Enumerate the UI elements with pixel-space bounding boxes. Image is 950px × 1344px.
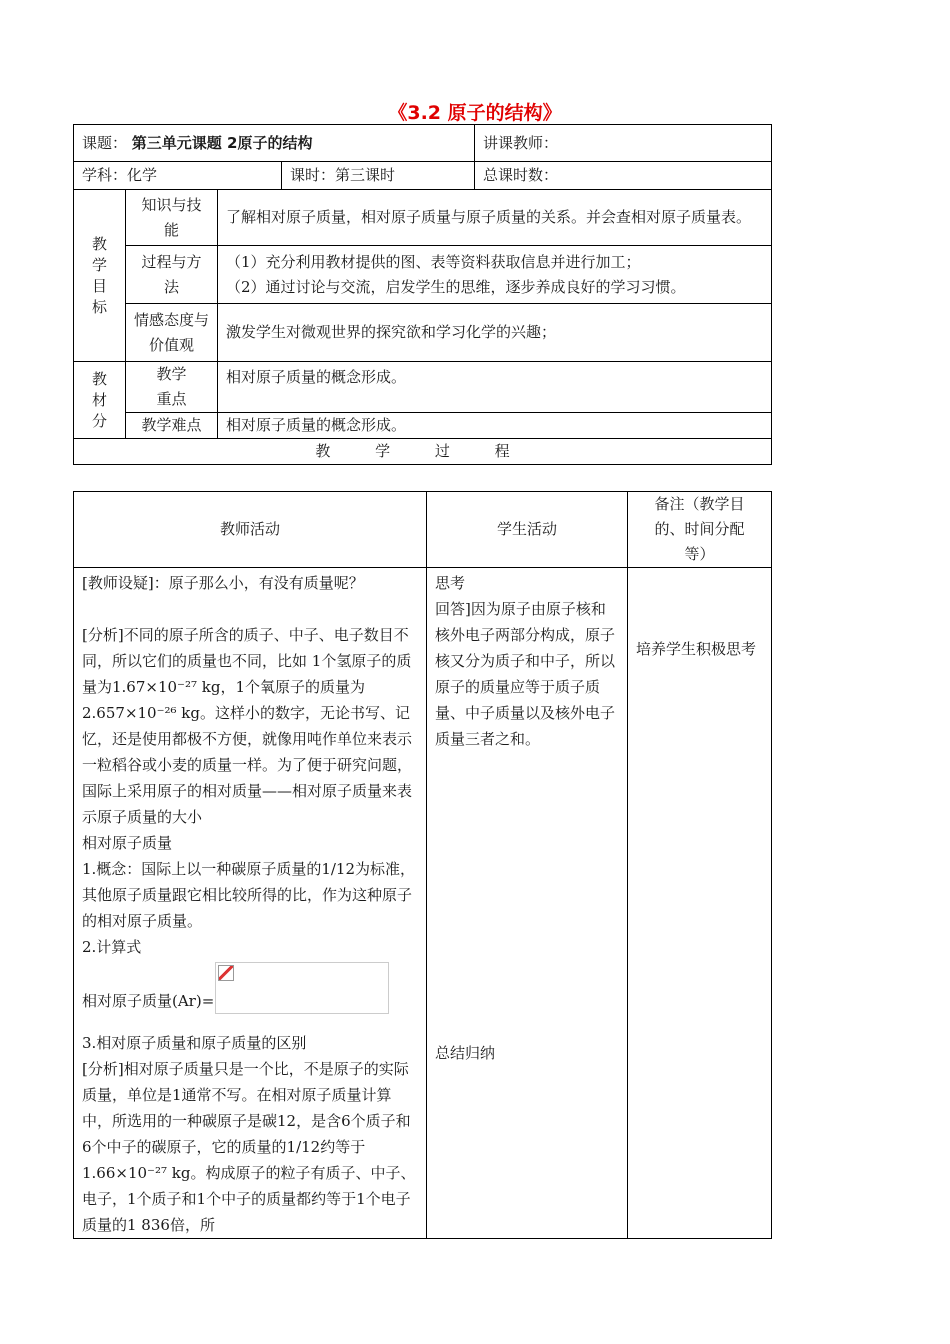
goal-name-knowledge	[126, 190, 218, 246]
formula-row	[82, 962, 420, 1018]
formula-label: 相对原子质量(Ar)=	[82, 992, 215, 1010]
spacer	[636, 570, 763, 636]
goal-content-process	[218, 246, 772, 304]
subject-value: 化学	[127, 166, 158, 184]
student-think: 思考	[435, 574, 466, 592]
lesson-info-table	[73, 124, 772, 465]
goal-name-attitude	[126, 304, 218, 362]
key-point-label	[126, 362, 218, 413]
topic-label: 课题：	[82, 133, 128, 152]
note-text: 培养学生积极思考	[636, 640, 757, 658]
difference-heading: 3.相对原子质量和原子质量的区别	[82, 1034, 307, 1052]
goal-name-process	[126, 246, 218, 304]
note-cell	[628, 568, 772, 1239]
goal-content-attitude: 激发学生对微观世界的探究欲和学习化学的兴趣；	[218, 304, 772, 362]
key-point-value: 相对原子质量的概念形成。	[218, 362, 772, 413]
period-cell	[282, 162, 475, 190]
teacher-cell	[475, 125, 772, 162]
student-activity-header: 学生活动	[427, 492, 628, 568]
analysis-group-text: 教材分	[91, 369, 107, 430]
teacher-activity-cell	[74, 568, 427, 1239]
formula-image	[215, 962, 389, 1014]
broken-image-icon	[218, 965, 234, 981]
period-label: 课时：	[290, 166, 336, 184]
teacher-analysis-2: [分析]相对原子质量只是一个比，不是原子的实际质量，单位是1通常不写。在相对原子质量计算中，所选用的一种碳原子是碳12，是含6个质子和6个中子的碳原子，它的质量的1/12约等于1.66×10⁻²⁷ kg。构成原子的粒子有质子、中子、电子，1个质子和1个中子的质量都约等于1个电子质量的1 836倍，所	[82, 1060, 416, 1234]
period-value: 第三课时	[335, 166, 396, 184]
teacher-analysis-1: [分析]不同的原子所含的质子、中子、电子数目不同，所以它们的质量也不同，比如 1个氢原子的质量为1.67×10⁻²⁷ kg，1个氧原子的质量为2.657×10⁻²⁶ kg。这样小的数字，无论书写、记忆，还是使用都极不方便，就像用吨作单位来表示一粒稻谷或小麦的质量一样。为了便于研究问题，国际上采用原子的相对质量——相对原子质量来表示原子质量的大小	[82, 626, 413, 826]
student-summary: 总结归纳	[435, 1044, 496, 1062]
difficulty-value: 相对原子质量的概念形成。	[218, 413, 772, 439]
topic-value: 第三单元课题 2原子的结构	[131, 133, 313, 152]
note-header-text: 备注（教学目的、时间分配等）	[654, 495, 745, 563]
topic-cell	[74, 125, 475, 162]
spacer	[82, 1018, 420, 1030]
goal-content-knowledge: 了解相对原子质量，相对原子质量与原子质量的关系。并会查相对原子质量表。	[218, 190, 772, 246]
student-answer: 回答]因为原子由原子核和核外电子两部分构成，原子核又分为质子和中子，所以原子的质量应等于质子质量、中子质量以及核外电子质量三者之和。	[435, 600, 616, 748]
goal-name-process-text: 过程与方法	[141, 252, 202, 296]
goal-name-knowledge-text: 知识与技能	[141, 195, 202, 239]
student-activity-cell	[427, 568, 628, 1239]
teacher-activity-header: 教师活动	[74, 492, 427, 568]
subject-cell	[74, 162, 282, 190]
teacher-label: 讲课教师：	[483, 133, 559, 152]
note-header	[628, 492, 772, 568]
goals-group-label	[74, 190, 126, 362]
concept-definition: 1.概念：国际上以一种碳原子质量的1/12为标准，其他原子质量跟它相比较所得的比，作为这种原子的相对原子质量。	[82, 860, 415, 930]
difficulty-label: 教学难点	[126, 413, 218, 439]
goal-content-process-line1: （1）充分利用教材提供的图、表等资料获取信息并进行加工；	[226, 252, 641, 271]
teacher-question: [教师设疑]：原子那么小，有没有质量呢？	[82, 574, 364, 592]
total-period-cell	[475, 162, 772, 190]
goals-group-text: 教学目标	[91, 234, 107, 316]
page-title: 《3.2 原子的结构》	[388, 102, 562, 124]
analysis-group-label	[74, 362, 126, 439]
goal-content-process-line2: （2）通过讨论与交流，启发学生的思维，逐步养成良好的学习习惯。	[226, 277, 686, 296]
relative-mass-heading: 相对原子质量	[82, 834, 173, 852]
goal-name-attitude-text: 情感态度与价值观	[134, 310, 210, 354]
process-table	[73, 491, 772, 1239]
spacer	[82, 596, 420, 622]
formula-heading: 2.计算式	[82, 938, 142, 956]
process-heading: 教 学 过 程	[74, 439, 772, 465]
subject-label: 学科：	[82, 166, 128, 184]
key-point-label-text: 教学重点	[156, 365, 187, 408]
total-period-label: 总课时数：	[483, 166, 559, 184]
